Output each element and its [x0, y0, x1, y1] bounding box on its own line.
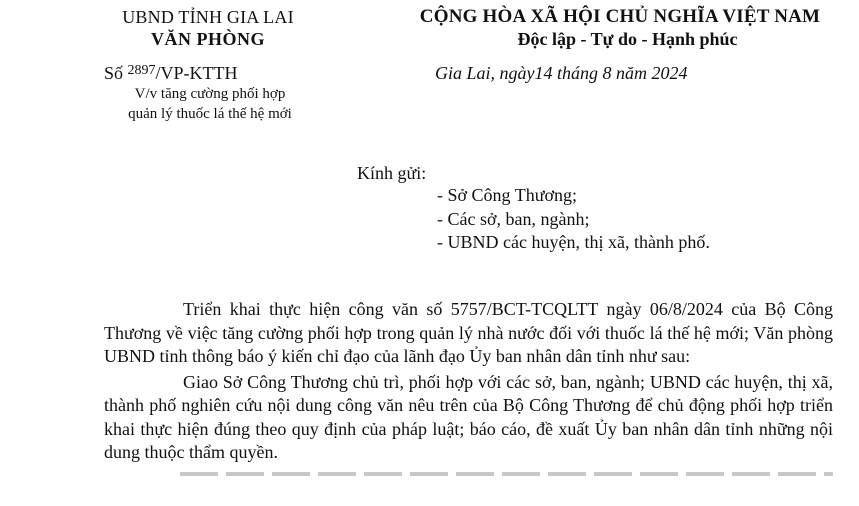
body-paragraph: Triển khai thực hiện công văn số 5757/BCT-TCQLTT ngày 06/8/2024 của Bộ Công Thương về việc tăng cường phối hợp trong quản lý nhà nước đối với thuốc lá thế hệ mới; Văn phòng UBND tỉnh thông báo ý kiến chỉ đạo của lãnh đạo Ủy ban nhân dân tỉnh như sau:: [104, 299, 833, 366]
subject-line: V/v tăng cường phối hợp: [134, 86, 286, 102]
number-value: 2897: [127, 63, 156, 78]
number-prefix: Số: [104, 63, 124, 83]
national-motto: Độc lập - Tự do - Hạnh phúc: [517, 29, 738, 49]
cut-off-text-line: [104, 467, 833, 477]
place-prefix: Gia Lai, ngày: [435, 63, 535, 83]
document-subject: [95, 84, 325, 124]
recipient-list: [437, 184, 710, 255]
date-month-year: tháng 8 năm 2024: [557, 63, 688, 83]
greeting: Kính gửi:: [357, 163, 427, 183]
number-suffix: /VP-KTTH: [155, 63, 238, 83]
recipient-item: - UBND các huyện, thị xã, thành phố.: [437, 232, 710, 252]
recipient-item: - Sở Công Thương;: [437, 185, 577, 205]
issuing-agency-block: [103, 6, 313, 50]
letter-body: [104, 298, 833, 477]
nation-title: CỘNG HÒA XÃ HỘI CHỦ NGHĨA VIỆT NAM: [419, 6, 821, 27]
date-day: 14: [534, 63, 553, 83]
national-title-block: [395, 6, 845, 50]
recipient-item: - Các sở, ban, ngành;: [437, 208, 590, 229]
issuing-agency: VĂN PHÒNG: [151, 29, 265, 49]
body-paragraph: Giao Sở Công Thương chủ trì, phối hợp với các sở, ban, ngành; UBND các huyện, thị xã, thành phố nghiên cứu nội dung công văn nêu trên của Bộ Công Thương để chủ động phối hợp triển khai thực hiện đúng theo quy định của pháp luật; báo cáo, đề xuất Ủy ban nhân dân tỉnh những nội dung thuộc thẩm quyền.: [104, 371, 833, 462]
place-and-date: [435, 62, 688, 84]
subject-line: quản lý thuốc lá thế hệ mới: [128, 106, 292, 122]
parent-agency: UBND TỈNH GIA LAI: [122, 7, 294, 27]
